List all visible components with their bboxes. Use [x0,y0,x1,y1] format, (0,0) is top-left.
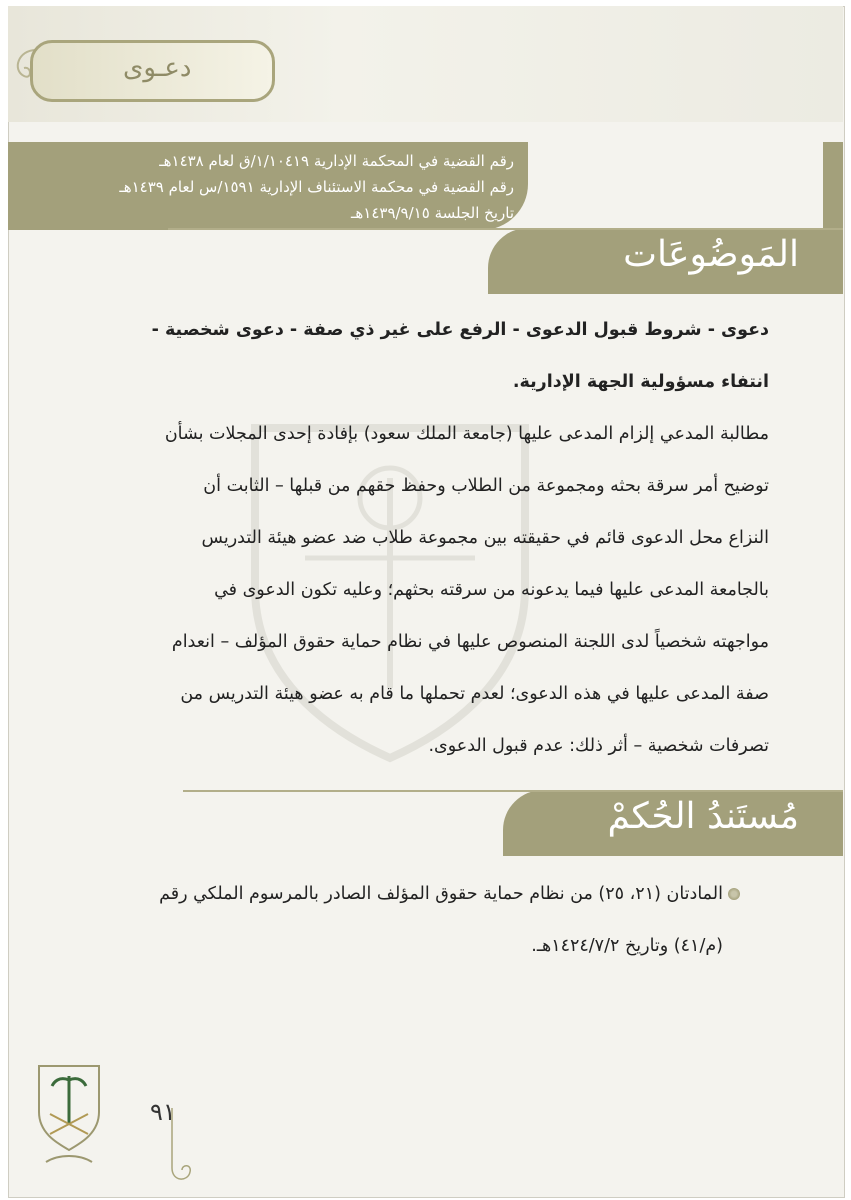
topics-section [139,320,769,780]
page-swirl-icon [160,1108,220,1188]
summary-line: النزاع محل الدعوى قائم في حقيقته بين مجموعة طلاب ضد عضو هيئة التدريس [201,528,769,548]
bullet-icon [728,888,740,900]
topics-heading: المَوضُوعَات [623,234,799,275]
summary-line: توضيح أمر سرقة بحثه ومجموعة من الطلاب وحفظ حقهم من قبلها – الثابت أن [203,476,769,496]
summary-line: بالجامعة المدعى عليها فيما يدعونه من سرقته بحثهم؛ وعليه تكون الدعوى في [214,580,769,600]
topics-ribbon [488,228,843,294]
basis-ribbon [503,790,843,856]
topics-keywords-line1: دعوى - شروط قبول الدعوى - الرفع على غير ذي صفة - دعوى شخصية - [151,320,769,340]
court-logo-icon [34,1062,104,1180]
basis-section [123,884,723,974]
summary-line: مطالبة المدعي إلزام المدعى عليها (جامعة الملك سعود) بإفادة إحدى المجلات بشأن [164,424,769,444]
basis-item-line1: المادتان (٢١، ٢٥) من نظام حماية حقوق المؤلف الصادر بالمرسوم الملكي رقم [159,884,723,904]
summary-line: مواجهته شخصياً لدى اللجنة المنصوص عليها في نظام حماية حقوق المؤلف – انعدام [171,632,769,652]
session-date: تاريخ الجلسة ١٤٣٩/٩/١٥هـ [350,204,514,222]
side-bar [823,142,843,230]
summary-line: صفة المدعى عليها في هذه الدعوى؛ لعدم تحملها ما قام به عضو هيئة التدريس من [180,684,769,704]
topics-keywords-line2: انتفاء مسؤولية الجهة الإدارية. [512,372,769,392]
summary-line: تصرفات شخصية – أثر ذلك: عدم قبول الدعوى. [428,736,769,756]
case-number-admin-court: رقم القضية في المحكمة الإدارية ١/١٠٤١٩/ق لعام ١٤٣٨هـ [159,152,514,170]
section-title-tab [30,40,275,102]
section-title: دعـوى [123,53,192,83]
page-number: ٩١ [150,1098,176,1126]
basis-item-line2: (م/٤١) وتاريخ ١٤٢٤/٧/٢هـ. [531,936,723,956]
basis-heading: مُستَندُ الحُكمْ [607,796,799,837]
case-info-box [8,142,528,230]
case-number-appeal-court: رقم القضية في محكمة الاستئناف الإدارية ١٥٩١/س لعام ١٤٣٩هـ [119,178,514,196]
